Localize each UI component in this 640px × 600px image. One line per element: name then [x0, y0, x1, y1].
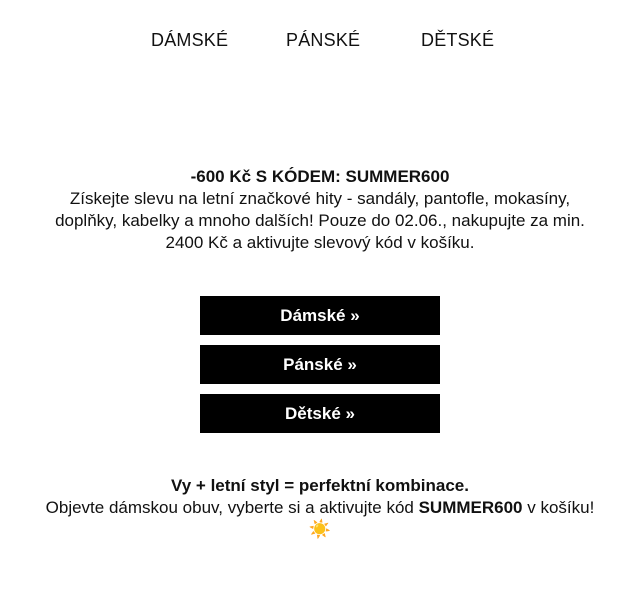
nav-link-kids[interactable]: DĚTSKÉ	[421, 30, 495, 50]
nav-link-women[interactable]: DÁMSKÉ	[151, 30, 229, 50]
footer-note	[40, 475, 600, 541]
promo-heading: -600 Kč S KÓDEM: SUMMER600	[190, 167, 450, 186]
women-button[interactable]: Dámské »	[200, 296, 440, 335]
cta-button-group	[200, 296, 440, 443]
footer-heading: Vy + letní styl = perfektní kombinace.	[171, 476, 469, 495]
footer-text-before: Objevte dámskou obuv, vyberte si a aktivujte kód	[45, 498, 414, 517]
kids-button[interactable]: Dětské »	[200, 394, 440, 433]
men-button[interactable]: Pánské »	[200, 345, 440, 384]
nav-link-men[interactable]: PÁNSKÉ	[286, 30, 361, 50]
sun-icon: ☀️	[308, 519, 332, 539]
footer-text-after: v košíku!	[527, 498, 595, 517]
promo-section	[40, 166, 600, 254]
footer-code: SUMMER600	[418, 498, 523, 517]
promo-text: Získejte slevu na letní značkové hity - sandály, pantofle, mokasíny, doplňky, kabelky a mnoho dalších! Pouze do 02.06., nakupujte za min. 2400 Kč a aktivujte slevový kód v košíku.	[55, 189, 585, 252]
top-navigation	[0, 28, 640, 52]
